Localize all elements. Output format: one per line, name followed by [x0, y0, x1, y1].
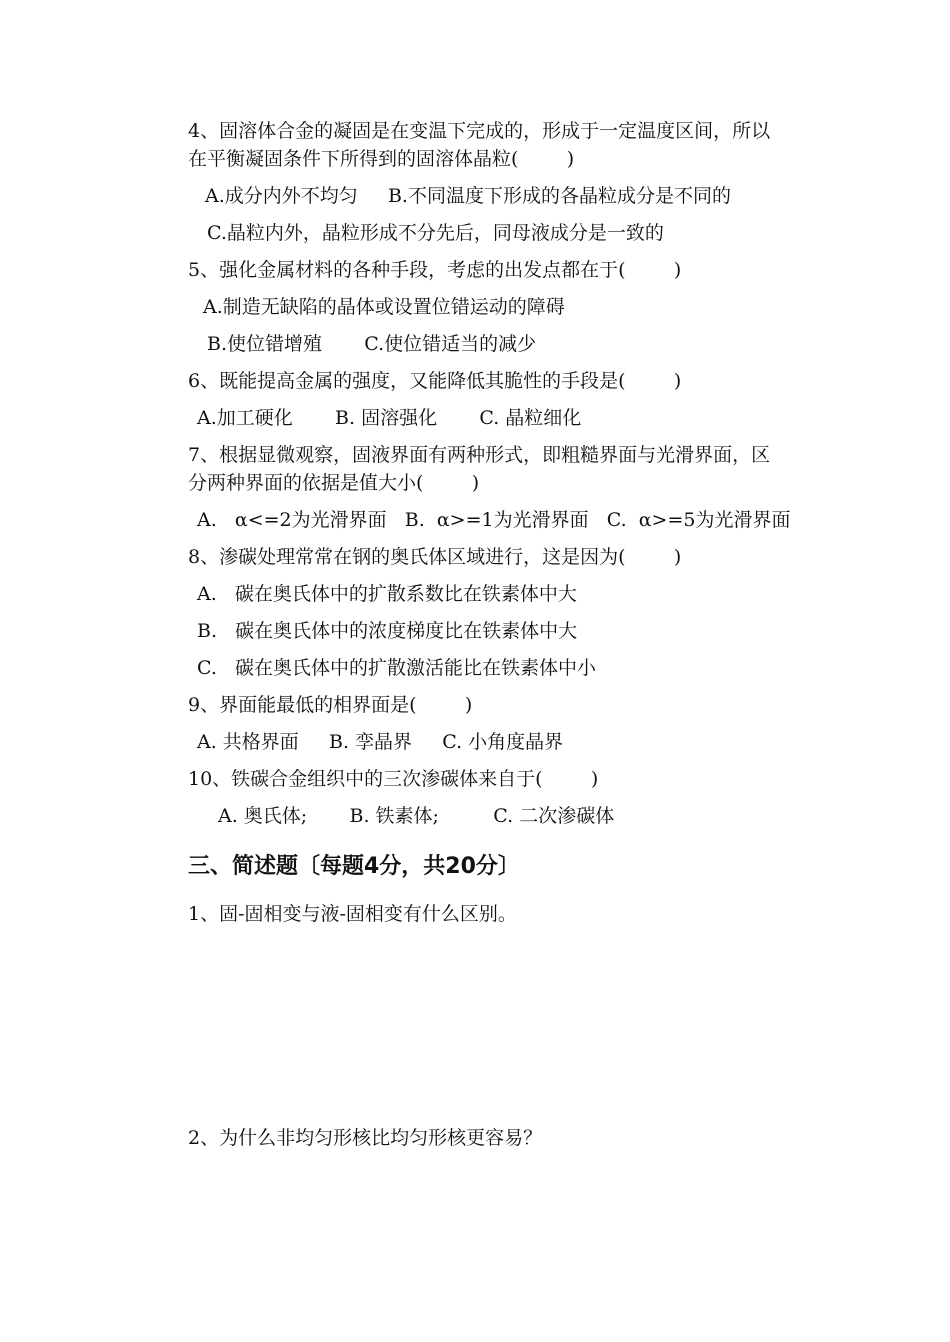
q5-options-bc: B.使位错增殖 C.使位错适当的减少	[207, 333, 537, 355]
short-answer-q1: 1、固-固相变与液-固相变有什么区别。	[188, 903, 517, 925]
q8-option-a: A. 碳在奥氏体中的扩散系数比在铁素体中大	[197, 583, 577, 605]
q6-options: A.加工硬化 B. 固溶强化 C. 晶粒细化	[197, 407, 582, 429]
q9-stem: 9、界面能最低的相界面是( )	[188, 694, 473, 716]
short-answer-q2: 2、为什么非均匀形核比均匀形核更容易？	[188, 1127, 543, 1149]
q4-stem-line2: 在平衡凝固条件下所得到的固溶体晶粒( )	[188, 148, 575, 170]
section-title-short-answer: 三、简述题〔每题4分，共20分〕	[188, 854, 520, 879]
q9-options: A. 共格界面 B. 孪晶界 C. 小角度晶界	[197, 731, 564, 753]
q7-stem-line1: 7、根据显微观察，固液界面有两种形式，即粗糙界面与光滑界面，区	[188, 444, 771, 466]
q7-options: A. α<=2为光滑界面 B. α>=1为光滑界面 C. α>=5为光滑界面	[197, 509, 791, 531]
q4-options-ab: A.成分内外不均匀 B.不同温度下形成的各晶粒成分是不同的	[205, 185, 731, 207]
q8-option-b: B. 碳在奥氏体中的浓度梯度比在铁素体中大	[197, 620, 578, 642]
q4-option-c: C.晶粒内外，晶粒形成不分先后，同母液成分是一致的	[207, 222, 664, 244]
q4-stem-line1: 4、固溶体合金的凝固是在变温下完成的，形成于一定温度区间，所以	[188, 120, 771, 142]
q7-stem-line2: 分两种界面的依据是值大小( )	[188, 472, 480, 494]
q5-option-a: A.制造无缺陷的晶体或设置位错运动的障碍	[203, 296, 565, 318]
q10-options: A. 奥氏体; B. 铁素体; C. 二次渗碳体	[218, 805, 615, 827]
q10-stem: 10、铁碳合金组织中的三次渗碳体来自于( )	[188, 768, 599, 790]
q6-stem: 6、既能提高金属的强度，又能降低其脆性的手段是( )	[188, 370, 682, 392]
q8-stem: 8、渗碳处理常常在钢的奥氏体区域进行，这是因为( )	[188, 546, 682, 568]
q8-option-c: C. 碳在奥氏体中的扩散激活能比在铁素体中小	[197, 657, 597, 679]
q5-stem: 5、强化金属材料的各种手段，考虑的出发点都在于( )	[188, 259, 682, 281]
